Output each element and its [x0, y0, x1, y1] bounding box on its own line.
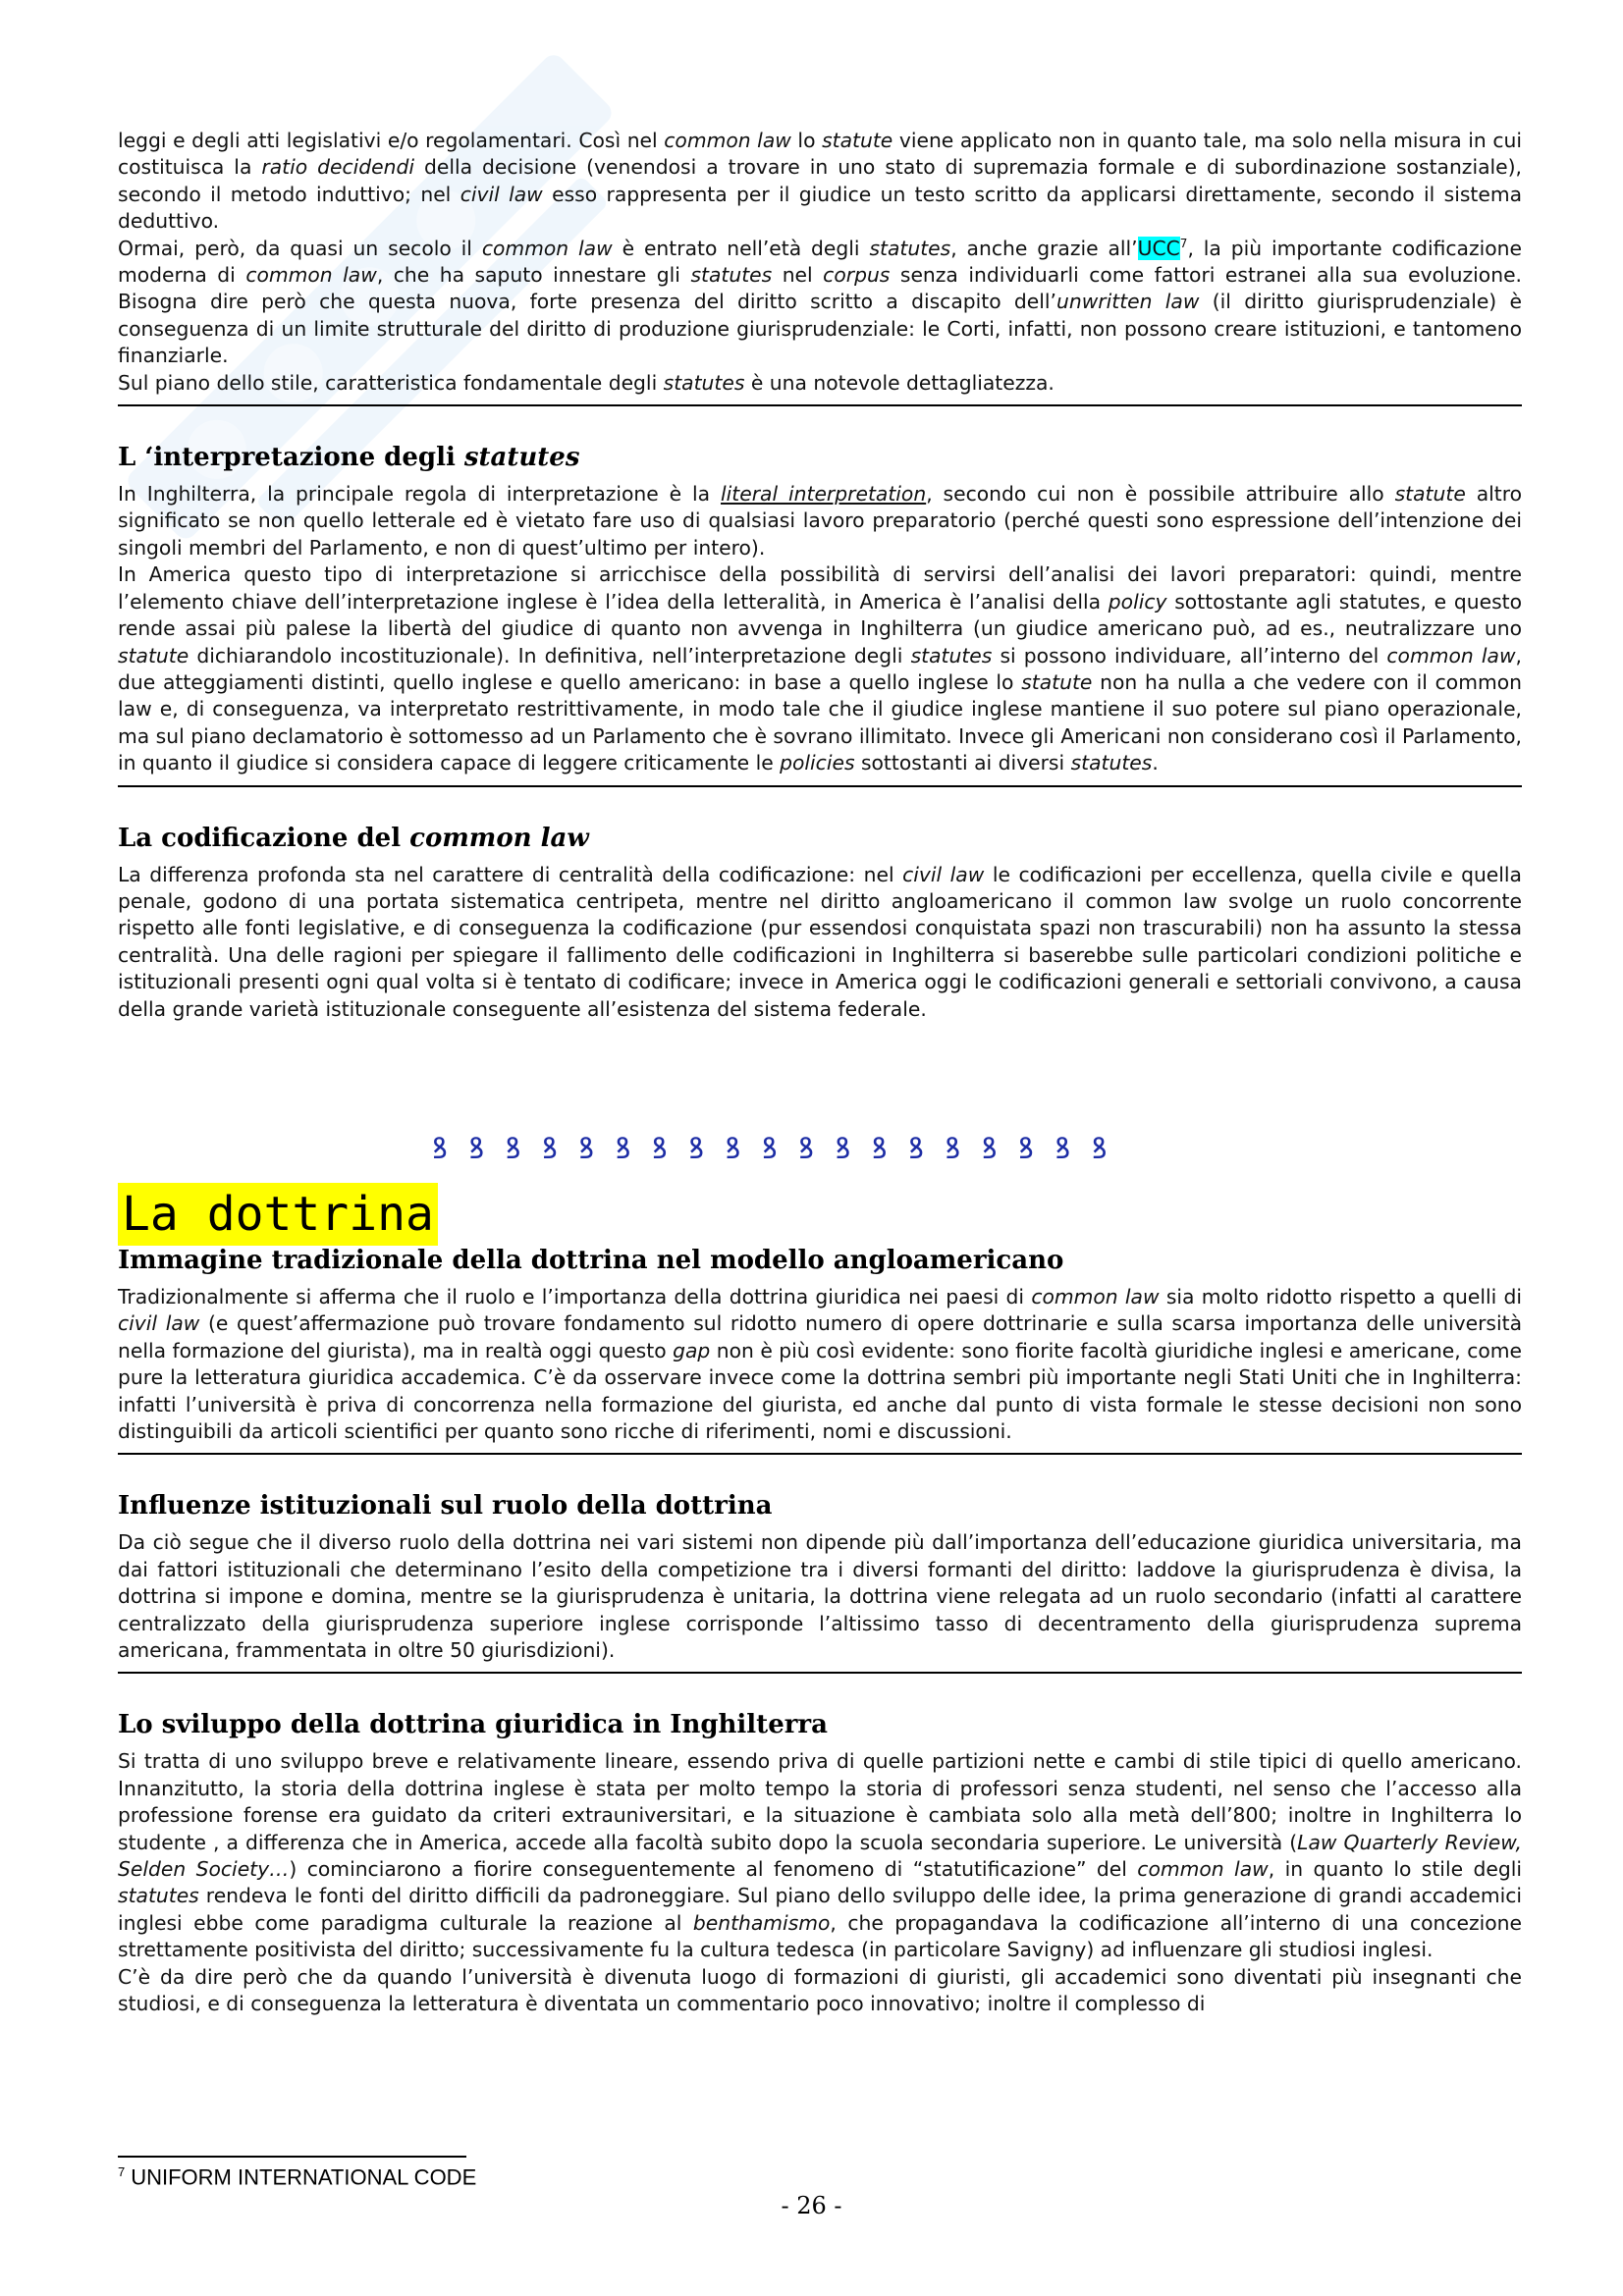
text-run: senza individuarli come fattori estranei alla sua evoluzione. Bisogna dire però che questa nuova, forte presenza del diritto scritto a discapito dell’ [118, 263, 1522, 314]
text-run: , in quanto lo stile degli [1268, 1857, 1522, 1882]
paragraph [118, 862, 1522, 1023]
section-heading [118, 823, 1522, 854]
text-run: altro significato se non quello letterale ed è vietato fare uso di qualsiasi lavoro preparatorio (perché questi sono espressione dell’intenzione dei singoli membri del Parlamento, e non di quest’ultimo per intero). [118, 482, 1523, 560]
text-run: Tradizionalmente si afferma che il ruolo e l’importanza della dottrina giuridica nei paesi di [118, 1284, 1032, 1308]
text-run: statute [1394, 482, 1466, 507]
text-run: (e quest’affermazione può trovare fondamento sul ridotto numero di opere dottrinarie e sulla scarsa importanza delle università nella formazione del giurista), ma in realtà oggi questo [118, 1311, 1522, 1362]
text-run: della decisione (venendosi a trovare in uno stato di supremazia formale e di subordinazione sostanziale), secondo il metodo induttivo; nel [118, 155, 1522, 206]
paragraph [118, 1748, 1522, 1963]
text-run: Ormai, però, da quasi un secolo il [118, 236, 482, 260]
text-run: statute [1021, 669, 1093, 694]
text-run: nel [772, 263, 824, 288]
text-run: La codificazione del [118, 823, 410, 853]
text-run: viene applicato non in quanto tale, ma solo nella misura in cui costituisca la [118, 129, 1522, 180]
text-run: statutes [910, 643, 993, 667]
section-heading [118, 442, 1522, 473]
text-run: common law [1031, 1284, 1160, 1308]
text-run: (il diritto giurisprudenziale) è conseguenza di un limite strutturale del diritto di produzione giurisprudenziale: le Corti, infatti, non possono creare istituzioni, e tantomeno finanziarle. [118, 290, 1522, 368]
text-run: In America questo tipo di interpretazione si arricchisce della possibilità di servirsi dell’analisi dei lavori preparatori: quindi, mentre l’elemento chiave dell’interpretazione inglese è l’idea della letteralità, in America è l’analisi della [118, 562, 1522, 614]
text-run: L [118, 443, 145, 473]
text-run: unwritten law [1056, 290, 1200, 314]
text-run: Immagine tradizionale della dottrina nel modello angloamericano [118, 1245, 1064, 1275]
text-run: ) cominciarono a fiorire conseguentemente al fenomeno di “statutificazione” del [289, 1857, 1138, 1882]
text-run: lo [790, 129, 823, 152]
footnote [118, 2164, 476, 2190]
text-run: statutes [690, 263, 773, 288]
text-run: common law [481, 236, 613, 260]
text-run: , la più importante codificazione moderna di [118, 236, 1522, 288]
text-run: le codificazioni per eccellenza, quella civile e quella penale, godono di una portata sistematica centripeta, mentre nel diritto angloamericano il common law svolge un ruolo concorrente rispetto alle fonti legislative, e di conseguenza la codificazione (pur essendosi conquistata spazi non trascurabili) non ha assunto la stessa centralità. Una delle ragioni per spiegare il fallimento delle codificazioni in Inghilterra si baserebbe sulle particolari condizioni politiche e istituzionali presenti ogni qual volta si è tentato di codificare; invece in America oggi le codificazioni generali e settoriali convivono, a causa della grande varietà istituzionale conseguente all’esistenza del sistema federale. [118, 862, 1522, 1021]
text-run: La differenza profonda sta nel carattere di centralità della codificazione: nel [118, 862, 903, 886]
section-heading [118, 1709, 1522, 1740]
text-run: esso rappresenta per il giudice un testo scritto da applicarsi direttamente, secondo il sistema deduttivo. [118, 182, 1523, 234]
text-run: statutes [118, 1884, 199, 1908]
text-run: gap [673, 1338, 711, 1362]
text-run: Law Quarterly Review, Selden Society… [118, 1830, 1522, 1882]
text-run: leggi e degli atti legislativi e/o regolamentari. Così nel [118, 129, 665, 152]
section-heading [118, 1490, 1522, 1522]
chapter-title: La dottrina [118, 1183, 438, 1246]
paragraph [118, 1964, 1522, 2018]
text-run: sottostanti ai diversi [854, 751, 1071, 775]
text-run: common law [664, 129, 791, 152]
text-run: statutes [663, 370, 745, 395]
ornament-divider: ꝸ ꝸ ꝸ ꝸ ꝸ ꝸ ꝸ ꝸ ꝸ ꝸ ꝸ ꝸ ꝸ ꝸ ꝸ ꝸ ꝸ ꝸ ꝸ [432, 1132, 1113, 1166]
text-run: è una notevole dettagliatezza. [744, 370, 1055, 395]
text-run: ratio decidendi [261, 155, 414, 180]
text-run: C’è da dire però che da quando l’università è divenuta luogo di formazioni di giuristi, gli accademici sono diventati più insegnanti che studiosi, e di conseguenza la letteratura è diventata un commentario poco innovativo; inoltre il complesso di [118, 1964, 1522, 2016]
text-run: statutes [869, 236, 951, 260]
section-heading [118, 1245, 1522, 1276]
text-run: Lo sviluppo della dottrina giuridica in Inghilterra [118, 1710, 828, 1740]
text-run: sottostante agli statutes, e questo rende assai più palese la libertà del giudice di quanto non avvenga in Inghilterra (un giudice americano può, ad es., neutralizzare uno [118, 589, 1522, 641]
text-run: statutes [1070, 751, 1153, 775]
text-run: , anche grazie all’ [950, 236, 1138, 260]
text-run: non ha nulla a che vedere con il common law e, di conseguenza, va interpretato restrittivamente, in modo tale che il giudice inglese mantiene il suo potere sul piano operazionale, ma sul piano declamatorio è sottomesso ad un Parlamento che è sovrano illimitato. Invece gli Americani non considerano così il Parlamento, in quanto il giudice si considera capace di leggere criticamente le [118, 669, 1522, 775]
paragraph [118, 236, 1522, 370]
paragraph [118, 370, 1522, 397]
text-run: policies [780, 751, 855, 775]
text-run: UCC [1137, 236, 1180, 260]
text-run: policy [1108, 589, 1167, 614]
text-run: , che ha saputo innestare gli [376, 263, 691, 288]
text-run: statute [822, 129, 893, 152]
footnote-divider [118, 2156, 466, 2158]
text-run: statute [118, 643, 189, 667]
text-run: , due atteggiamenti distinti, quello inglese e quello americano: in base a quello inglese lo [118, 643, 1522, 694]
paragraph [118, 1529, 1522, 1664]
footnote-text: UNIFORM INTERNATIONAL CODE [131, 2164, 477, 2190]
text-run: è entrato nell’età degli [612, 236, 870, 260]
main-text [118, 128, 1522, 2018]
text-run: common law [245, 263, 377, 288]
divider [118, 785, 1522, 787]
text-run: Sul piano dello stile, caratteristica fondamentale degli [118, 370, 664, 395]
divider [118, 1453, 1522, 1455]
text-run: civil law [118, 1311, 200, 1336]
text-run: civil law [902, 862, 985, 886]
text-run: common law [1386, 643, 1516, 667]
text-run: benthamismo [692, 1910, 831, 1935]
page-number: - 26 - [781, 2192, 842, 2219]
text-run: common law [1137, 1857, 1269, 1882]
text-run: sia molto ridotto rispetto a quelli di [1159, 1284, 1522, 1308]
text-run: Si tratta di uno sviluppo breve e relativamente lineare, essendo priva di quelle partizioni nette e cambi di stile tipici di quello americano. Innanzitutto, la storia della dottrina inglese è stata per molto tempo la storia di professori senza studenti, nel senso che l’accesso alla professione forense era guidato da criteri extrauniversitari, e la situazione è cambiata solo alla metà dell’800; inoltre in Inghilterra lo studente , a differenza che in America, accede alla facoltà subito dopo la scuola secondaria superiore. Le università ( [118, 1749, 1522, 1854]
divider [118, 1672, 1522, 1674]
text-run: common law [409, 823, 589, 853]
text-run: statutes [463, 443, 580, 473]
text-run: si possono individuare, all’interno del [992, 643, 1387, 667]
text-run: dichiarandolo incostituzionale). In definitiva, nell’interpretazione degli [189, 643, 911, 667]
text-run: . [1152, 751, 1159, 775]
paragraph [118, 128, 1522, 236]
text-run: , che propagandava la codificazione all’interno di una concezione strettamente positivista del diritto; successivamente fu la cultura tedesca (in particolare Savigny) ad influenzare gli studiosi inglesi. [118, 1910, 1523, 1962]
footnote-ref: 7 [1179, 236, 1188, 250]
text-run: corpus [823, 263, 891, 288]
divider [118, 404, 1522, 406]
text-run: Influenze istituzionali sul ruolo della dottrina [118, 1491, 773, 1522]
text-run: In Inghilterra, la principale regola di interpretazione è la [118, 482, 721, 507]
paragraph [118, 481, 1522, 561]
text-run: Da ciò segue che il diverso ruolo della dottrina nei vari sistemi non dipende più dall’importanza dell’educazione giuridica universitaria, ma dai fattori istituzionali che determinano l’esito della competizione tra i diversi formanti del diritto: laddove la giurisprudenza è divisa, la dottrina si impone e domina, mentre se la giurisprudenza è unitaria, la dottrina viene relegata ad un ruolo secondario (infatti al carattere centralizzato della giurisprudenza superiore inglese corrisponde l’altissimo tasso di decentramento della giurisprudenza suprema americana, frammentata in oltre 50 giurisdizioni). [118, 1530, 1522, 1663]
text-run: literal interpretation [721, 482, 927, 507]
paragraph [118, 1284, 1522, 1445]
text-run: , secondo cui non è possibile attribuire allo [926, 482, 1395, 507]
text-run: rendeva le fonti del diritto difficili da padroneggiare. Sul piano dello sviluppo delle idee, la prima generazione di grandi accademici inglesi ebbe come paradigma culturale la reazione al [118, 1884, 1522, 1935]
text-run: civil law [460, 182, 543, 206]
paragraph [118, 561, 1522, 776]
text-run: non è più così evidente: sono fiorite facoltà giuridiche inglesi e americane, come pure la letteratura giuridica accademica. C’è da osservare invece come la dottrina sembri più importante negli Stati Uniti che in Inghilterra: infatti l’università è priva di concorrenza nella formazione del giurista, ed anche dal punto di vista formale le stesse decisioni non sono distinguibili da articoli scientifici per quanto sono ricche di riferimenti, nomi e discussioni. [118, 1338, 1523, 1443]
text-run: ‘interpretazione degli [144, 443, 464, 473]
footnote-number: 7 [118, 2164, 126, 2179]
